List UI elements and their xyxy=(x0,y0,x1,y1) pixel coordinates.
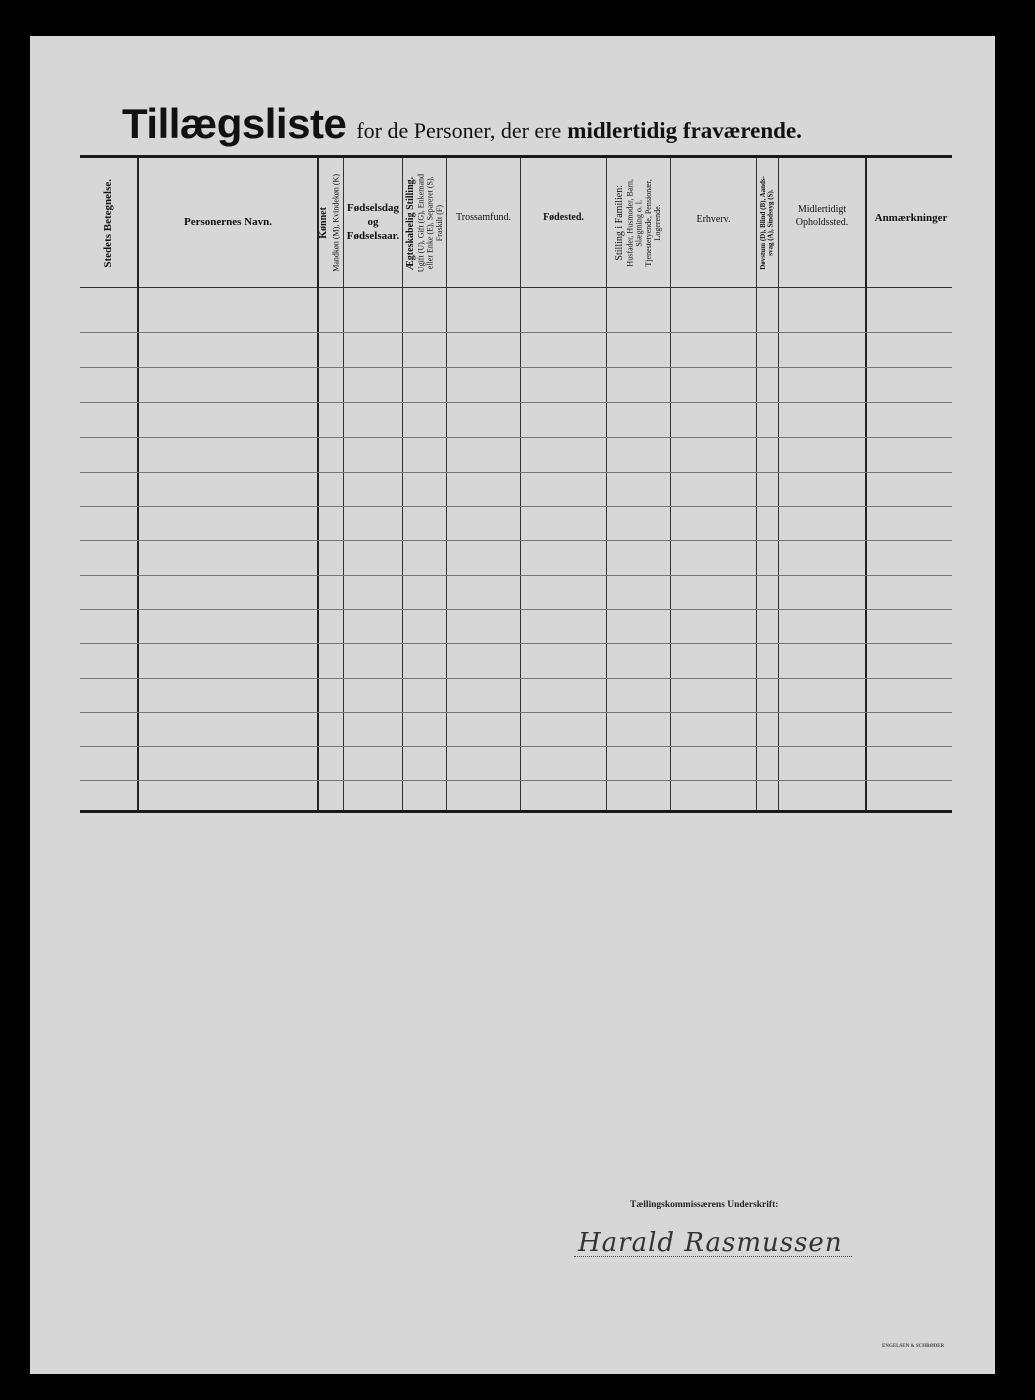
row-line xyxy=(80,437,952,438)
header-stilling xyxy=(607,162,670,284)
header-kjonnet-text xyxy=(318,174,343,272)
table-top-rule xyxy=(80,155,952,158)
table-bottom-rule xyxy=(80,810,952,813)
aegteskab-l4: Fraskilt (F) xyxy=(434,204,444,242)
dovstum-l2: svag (A), Sindssyg (S). xyxy=(766,189,775,257)
header-stilling-text xyxy=(614,179,662,267)
stilling-l2: Husfader, Husmoder, Barn, xyxy=(625,179,635,267)
row-line xyxy=(80,402,952,403)
midlertidigt-l1: Midlertidigt xyxy=(797,204,847,215)
header-fodested xyxy=(521,162,606,284)
row-line xyxy=(80,472,952,473)
header-aegteskab xyxy=(403,162,446,284)
anmaerkninger-label: Anmærkninger xyxy=(874,212,948,224)
row-line xyxy=(80,506,952,507)
row-line xyxy=(80,678,952,679)
header-dovstum-text xyxy=(760,176,775,270)
header-navn-label: Personernes Navn. xyxy=(184,216,272,229)
header-kjonnet xyxy=(318,162,343,284)
header-aegteskab-text xyxy=(405,174,444,272)
header-dovstum xyxy=(757,162,778,284)
stilling-l3: Slægtning o. l. xyxy=(635,199,645,247)
aegteskab-l2: Ugift (U), Gift (G), Enkemand xyxy=(416,173,426,273)
fodselsdag-line1: Fødselsdag xyxy=(347,202,399,215)
kjonnet-sub: Mandkøn (M), Kvindekøn (K) xyxy=(331,174,341,272)
dovstum-l1: Døvstum (D), Blind (B), Aands- xyxy=(758,176,767,270)
erhverv-label: Erhverv. xyxy=(696,214,731,225)
form-title xyxy=(122,100,922,150)
row-line xyxy=(80,643,952,644)
header-midlertidigt xyxy=(779,162,865,284)
row-line xyxy=(80,332,952,333)
signature-line xyxy=(574,1256,852,1257)
row-line xyxy=(80,780,952,781)
row-line xyxy=(80,575,952,576)
row-line xyxy=(80,367,952,368)
fodselsdag-line2: og xyxy=(367,216,379,229)
fodselsdag-line3: Fødselsaar. xyxy=(346,229,400,242)
row-line xyxy=(80,746,952,747)
row-line xyxy=(80,540,952,541)
header-bottom-rule xyxy=(80,287,952,288)
signature-handwriting: Harald Rasmussen xyxy=(578,1228,843,1258)
header-stedets-label: Stedets Betegnelse. xyxy=(101,178,114,268)
title-main: Tillægsliste xyxy=(122,100,347,147)
signature-label: Tællingskommissærens Underskrift: xyxy=(630,1200,779,1210)
row-line xyxy=(80,712,952,713)
header-trossamfund xyxy=(447,162,520,284)
stilling-title: Stilling i Familien: xyxy=(614,185,626,261)
stilling-l4: Tjenestetyende, Pensionær, xyxy=(644,179,654,267)
header-stedets-betegnelse xyxy=(80,162,137,284)
kjonnet-title: Kønnet xyxy=(318,207,329,239)
trossamfund-label: Trossamfund. xyxy=(456,212,511,223)
stilling-l5: Logerende. xyxy=(653,204,663,242)
header-erhverv xyxy=(671,162,756,284)
title-middle: for de Personer, der ere xyxy=(356,118,562,143)
fodested-label: Fødested. xyxy=(543,212,584,223)
header-personernes-navn xyxy=(139,162,317,284)
printer-mark: ENGELSEN & SCHRØDER xyxy=(882,1344,945,1349)
header-anmaerkninger xyxy=(866,162,956,284)
title-bold-end: midlertidig fraværende. xyxy=(567,118,802,143)
header-fodselsdag xyxy=(344,162,402,284)
midlertidigt-l2: Opholdssted. xyxy=(795,216,849,228)
aegteskab-title: Ægteskabelig Stilling. xyxy=(404,176,416,270)
aegteskab-l3: eller Enke (E), Separeret (S), xyxy=(425,176,435,270)
row-line xyxy=(80,609,952,610)
